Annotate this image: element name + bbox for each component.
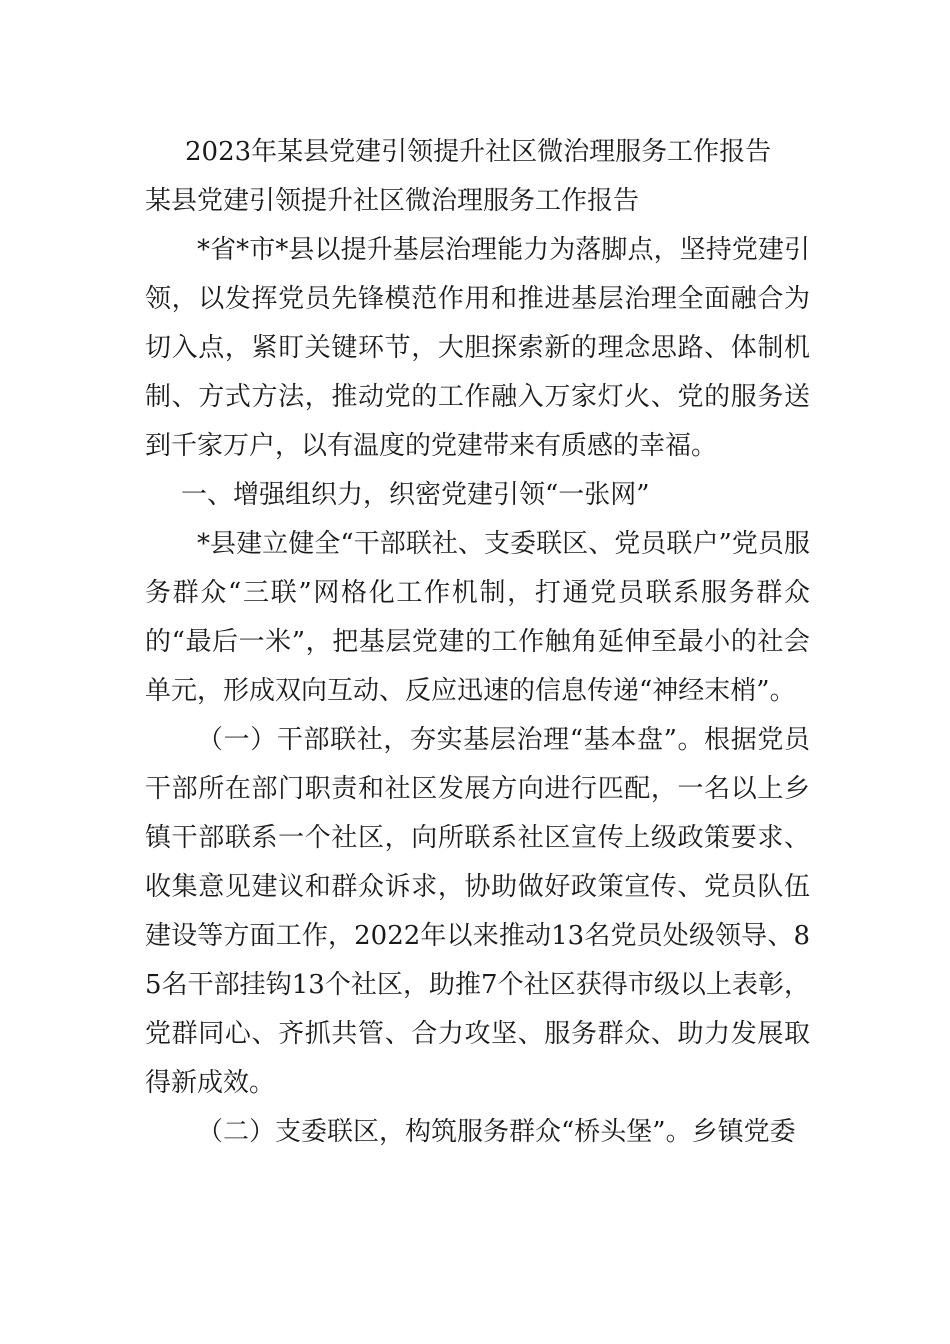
document-body: [145, 128, 810, 1157]
section-1-paragraph: *县建立健全“干部联社、支委联区、党员联户”党员服务群众“三联”网格化工作机制，打通党员联系服务群众的“最后一米”，把基层党建的工作触角延伸至最小的社会单元，形成双向互动、反应迅速的信息传递“神经末梢”。: [145, 529, 810, 706]
document-subtitle: 某县党建引领提升社区微治理服务工作报告: [145, 186, 640, 216]
document-title: 2023年某县党建引领提升社区微治理服务工作报告: [185, 137, 772, 167]
intro-paragraph: *省*市*县以提升基层治理能力为落脚点，坚持党建引领，以发挥党员先锋模范作用和推进基层治理全面融合为切入点，紧盯关键环节，大胆探索新的理念思路、体制机制、方式方法，推动党的工作融入万家灯火、党的服务送到千家万户，以有温度的党建带来有质感的幸福。: [145, 235, 810, 461]
section-heading-1: 一、增强组织力，织密党建引领“一张网”: [181, 480, 650, 510]
subsection-2-paragraph: （二）支委联区，构筑服务群众“桥头堡”。乡镇党委: [197, 1117, 796, 1147]
subsection-1-paragraph: （一）干部联社，夯实基层治理“基本盘”。根据党员干部所在部门职责和社区发展方向进行匹配，一名以上乡镇干部联系一个社区，向所联系社区宣传上级政策要求、收集意见建议和群众诉求，协助做好政策宣传、党员队伍建设等方面工作，2022年以来推动13名党员处级领导、85名干部挂钩13个社区，助推7个社区获得市级以上表彰，党群同心、齐抓共管、合力攻坚、服务群众、助力发展取得新成效。: [145, 725, 810, 1098]
